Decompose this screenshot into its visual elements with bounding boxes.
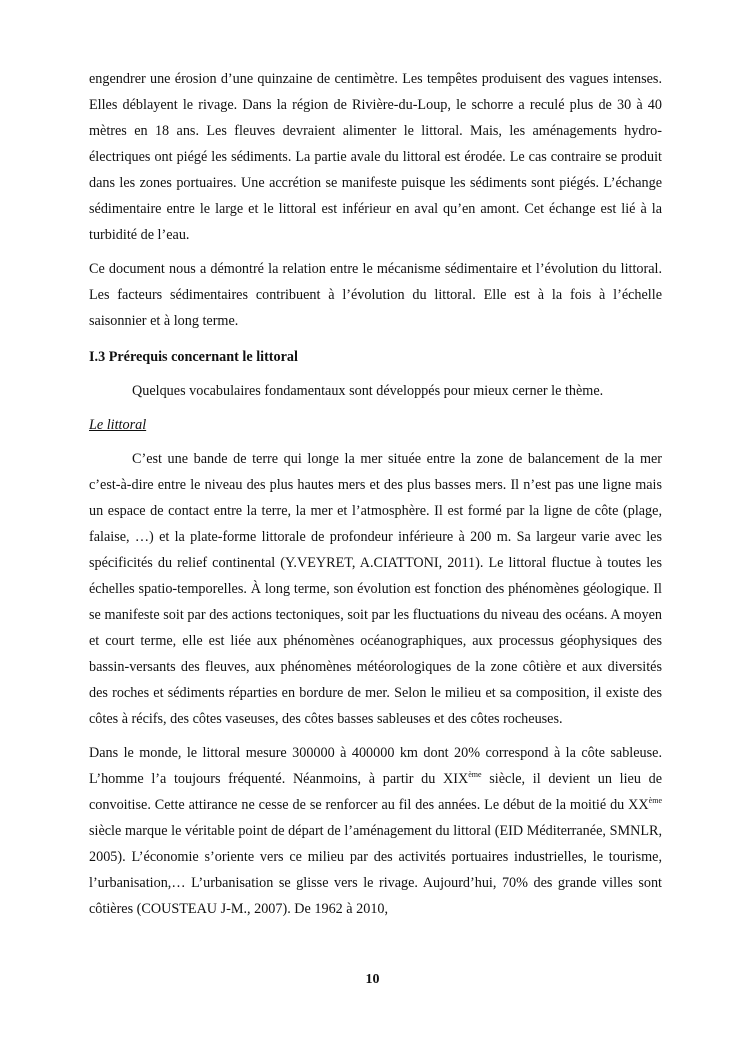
page-number: 10 bbox=[365, 972, 380, 987]
paragraph-littoral-world bbox=[89, 740, 662, 922]
subheading-label: Le littoral bbox=[89, 417, 147, 433]
page-body bbox=[89, 66, 662, 922]
text-run-2: siècle, il devient un lieu de convoitise. Cette attirance ne cesse de se renforcer au fil des années. Le début de la moitié du XX bbox=[89, 771, 662, 813]
superscript-2: ème bbox=[648, 796, 662, 805]
paragraph-littoral-definition: C’est une bande de terre qui longe la mer située entre la zone de balancement de la mer c’est-à-dire entre le niveau des plus hautes mers et des plus basses mers. Il n’est pas une ligne mais un espace de contact entre la terre, la mer et l’atmosphère. Il est formé par la ligne de côte (plage, falaise, …) et la plate-forme littorale de profondeur inférieure à 200 m. Sa largeur varie avec les spécificités du relief continental (Y.VEYRET, A.CIATTONI, 2011). Le littoral fluctue à toutes les échelles spatio-temporelles. À long terme, son évolution est fonction des phénomènes géologique. Il se manifeste soit par des actions tectoniques, soit par les fluctuations du niveau des océans. A moyen et court terme, elle est liée aux phénomènes océanographiques, aux processus géophysiques des bassin-versants des fleuves, aux phénomènes météorologiques de la zone côtière et aux diversités des roches et sédiments réparties en bordure de mer. Selon le milieu et sa composition, il existe des côtes à récifs, des côtes vaseuses, des côtes basses sableuses et des côtes rocheuses. bbox=[89, 451, 662, 727]
subheading-le-littoral bbox=[89, 412, 662, 438]
section-heading: I.3 Prérequis concernant le littoral bbox=[89, 349, 298, 365]
superscript-1: ème bbox=[468, 770, 482, 779]
text-run-3: siècle marque le véritable point de départ de l’aménagement du littoral (EID Méditerranée, SMNLR, 2005). L’économie s’oriente vers ce milieu par des activités portuaires industrielles, le tourisme, l’urbanisation,… L’urbanisation se glisse vers le rivage. Aujourd’hui, 70% des grande villes sont côtières (COUSTEAU J-M., 2007). De 1962 à 2010, bbox=[89, 823, 662, 917]
paragraph-intro-vocabulary: Quelques vocabulaires fondamentaux sont développés pour mieux cerner le thème. bbox=[132, 383, 604, 399]
paragraph-erosion: engendrer une érosion d’une quinzaine de centimètre. Les tempêtes produisent des vagues intenses. Elles déblayent le rivage. Dans la région de Rivière-du-Loup, le schorre a reculé plus de 30 à 40 mètres en 18 ans. Les fleuves devraient alimenter le littoral. Mais, les aménagements hydro-électriques ont piégé les sédiments. La partie avale du littoral est érodée. Le cas contraire se produit dans les zones portuaires. Une accrétion se manifeste puisque les sédiments sont piégés. L’échange sédimentaire entre le large et le littoral est inférieur en aval qu’en amont. Cet échange est lié à la turbidité de l’eau. bbox=[89, 71, 662, 243]
text-run-1: Dans le monde, le littoral mesure 300000 à 400000 km dont 20% correspond à la côte sableuse. L’homme l’a toujours fréquenté. Néanmoins, à partir du XIX bbox=[89, 745, 662, 787]
paragraph-conclusion: Ce document nous a démontré la relation entre le mécanisme sédimentaire et l’évolution du littoral. Les facteurs sédimentaires contribuent à l’évolution du littoral. Elle est à la fois à l’échelle saisonnier et à long terme. bbox=[89, 261, 662, 329]
